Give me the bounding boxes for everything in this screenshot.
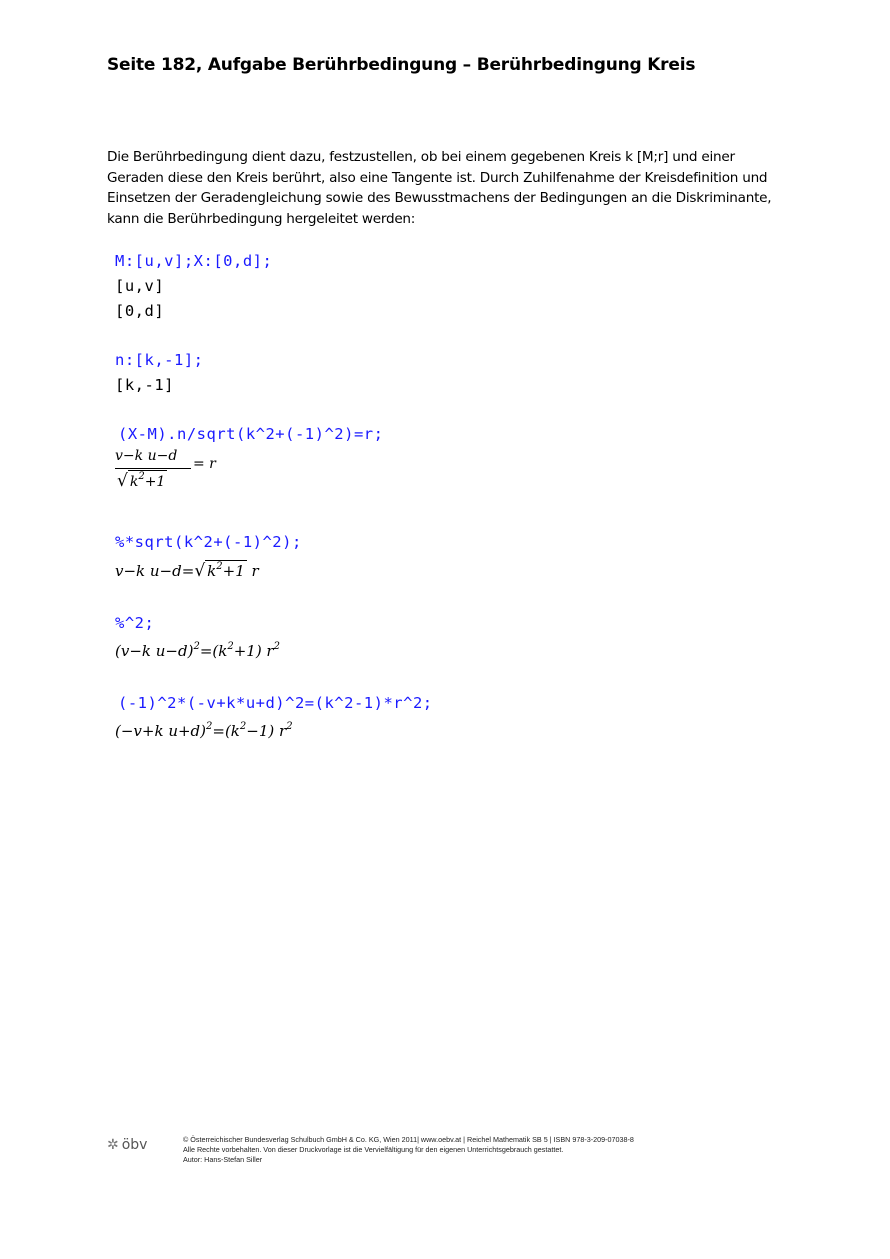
fraction-numerator: v−k u−d	[115, 448, 178, 464]
fraction-denominator: √ $k^2+1$	[117, 471, 166, 491]
page-title: Seite 182, Aufgabe Berührbedingung – Berührbedingung Kreis	[107, 55, 696, 75]
star-icon: ✲	[107, 1137, 119, 1153]
intro-line: Einsetzen der Geradengleichung sowie des Bewusstmachens der Bedingungen an die Diskriminante,	[107, 190, 772, 206]
cas-output: [u,v]	[115, 277, 165, 295]
cas-input: (-1)^2*(-v+k*u+d)^2=(k^2-1)*r^2;	[118, 694, 433, 712]
cas-output-math: (−v+k $u+d)^2=(k^2-1)$ $r^2$	[115, 721, 293, 740]
cas-input: n:[k,-1];	[115, 351, 204, 369]
copyright-line: © Österreichischer Bundesverlag Schulbuch GmbH & Co. KG, Wien 2011| www.oebv.at | Reichel Mathematik SB 5 | ISBN 978-3-209-07038-8	[183, 1135, 634, 1144]
cas-output: [0,d]	[115, 302, 165, 320]
intro-paragraph	[107, 147, 797, 229]
intro-line: kann die Berührbedingung hergeleitet werden:	[107, 210, 416, 227]
sqrt-icon: √	[194, 561, 206, 581]
cas-input: (X-M).n/sqrt(k^2+(-1)^2)=r;	[118, 425, 384, 443]
cas-output-math: (v−k $u-d)^2=(k^2+1)$ $r^2$	[115, 641, 280, 660]
sqrt-icon: √	[117, 471, 128, 491]
copyright-notice	[183, 1135, 783, 1165]
intro-line: Geraden diese den Kreis berührt, also eine Tangente ist. Durch Zuhilfenahme der Kreisdefinition und	[107, 169, 768, 186]
cas-input: M:[u,v];X:[0,d];	[115, 252, 273, 270]
fraction-bar	[115, 468, 191, 469]
cas-output: [k,-1]	[115, 376, 174, 394]
cas-input: %^2;	[115, 614, 155, 632]
author-line: Autor: Hans-Stefan Siller	[183, 1155, 263, 1164]
rights-line: Alle Rechte vorbehalten. Von dieser Druckvorlage ist die Vervielfältigung für den eigenen Unterrichtsgebrauch gestattet.	[183, 1145, 564, 1154]
cas-input: %*sqrt(k^2+(-1)^2);	[115, 533, 302, 551]
intro-line: Die Berührbedingung dient dazu, festzustellen, ob bei einem gegebenen Kreis k [M;r] und einer	[107, 149, 735, 165]
publisher-logo: ✲ öbv	[107, 1137, 148, 1153]
fraction-equals: = r	[193, 456, 216, 472]
cas-output-math: v−k u−d=√ $k^2+1$ r	[115, 561, 259, 581]
